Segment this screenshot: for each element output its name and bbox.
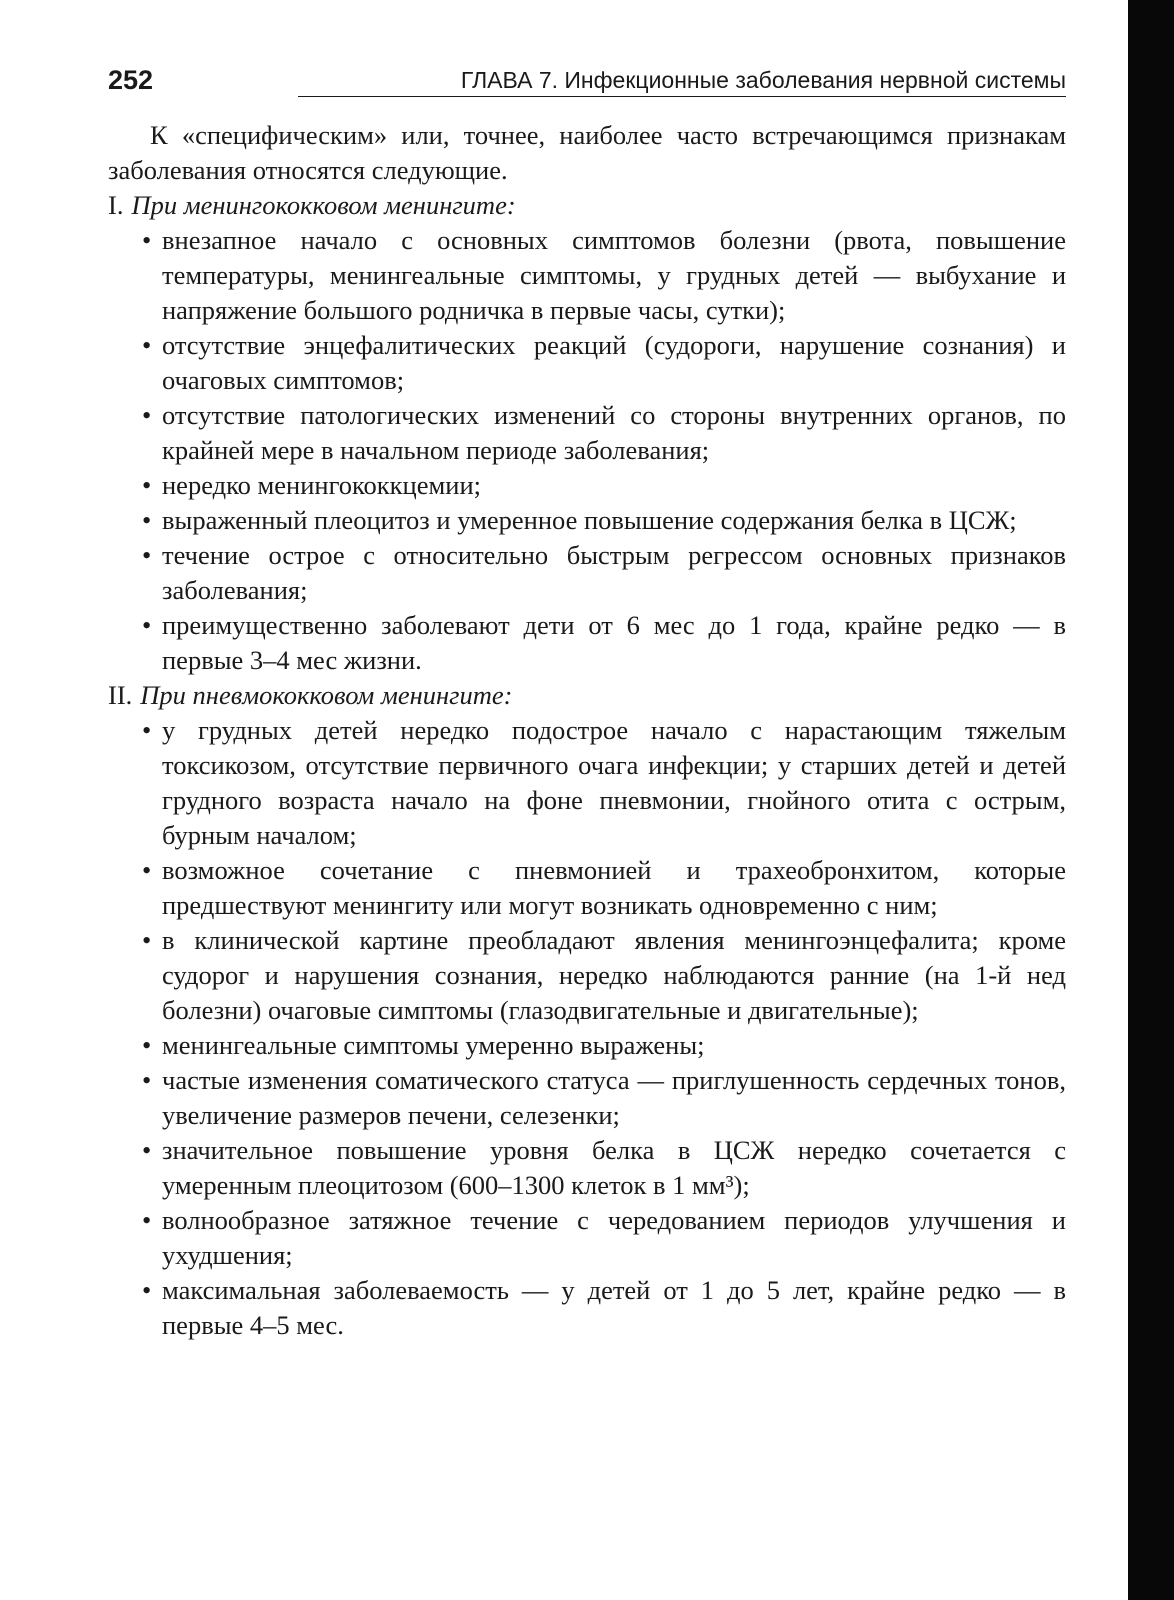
list-item: • частые изменения соматического статуса — приглушенность сердечных тонов, увеличение размеров печени, селезенки; bbox=[162, 1063, 1066, 1133]
section-heading-pneumococcal bbox=[108, 678, 1066, 713]
section-title: При пневмококковом менингите: bbox=[140, 680, 513, 710]
list-item: • волнообразное затяжное течение с чередованием периодов улучшения и ухудшения; bbox=[162, 1203, 1066, 1273]
list-item: • преимущественно заболевают дети от 6 мес до 1 года, крайне редко — в первые 3–4 мес жизни. bbox=[162, 608, 1066, 678]
list-item: • значительное повышение уровня белка в ЦСЖ нередко сочетается с умеренным плеоцитозом (600–1300 клеток в 1 мм³); bbox=[162, 1133, 1066, 1203]
page-header bbox=[108, 64, 1066, 100]
list-item: • максимальная заболеваемость — у детей от 1 до 5 лет, крайне редко — в первые 4–5 мес. bbox=[162, 1273, 1066, 1343]
bullet-list-meningococcal bbox=[108, 223, 1066, 678]
intro-paragraph: К «специфическим» или, точнее, наиболее часто встречающимся признакам заболевания относятся следующие. bbox=[108, 120, 1066, 185]
running-head: ГЛАВА 7. Инфекционные заболевания нервной системы bbox=[460, 67, 1066, 93]
page-body bbox=[108, 118, 1066, 1343]
list-item: • менингеальные симптомы умеренно выражены; bbox=[162, 1028, 1066, 1063]
section-heading-meningococcal bbox=[108, 188, 1066, 223]
bullet-list-pneumococcal bbox=[108, 713, 1066, 1343]
list-item: • выраженный плеоцитоз и умеренное повышение содержания белка в ЦСЖ; bbox=[162, 503, 1066, 538]
page-number: 252 bbox=[108, 65, 154, 95]
list-item: • отсутствие патологических изменений со стороны внутренних органов, по крайней мере в начальном периоде заболевания; bbox=[162, 398, 1066, 468]
section-number: I. bbox=[108, 190, 124, 220]
list-item: • возможное сочетание с пневмонией и трахеобронхитом, которые предшествуют менингиту или могут возникать одновременно с ним; bbox=[162, 853, 1066, 923]
list-item: • течение острое с относительно быстрым регрессом основных признаков заболевания; bbox=[162, 538, 1066, 608]
list-item: • нередко менингококкцемии; bbox=[162, 468, 1066, 503]
list-item: • у грудных детей нередко подострое начало с нарастающим тяжелым токсикозом, отсутствие первичного очага инфекции; у старших детей и детей грудного возраста начало на фоне пневмонии, гнойного отита с острым, бурным началом; bbox=[162, 713, 1066, 853]
section-number: II. bbox=[108, 680, 133, 710]
list-item: • в клинической картине преобладают явления менингоэнцефалита; кроме судорог и нарушения сознания, нередко наблюдаются ранние (на 1-й нед болезни) очаговые симптомы (глазодвигательные и двигательные); bbox=[162, 923, 1066, 1028]
header-rule bbox=[298, 96, 1066, 97]
list-item: • отсутствие энцефалитических реакций (судороги, нарушение сознания) и очаговых симптомов; bbox=[162, 328, 1066, 398]
scan-edge-shadow bbox=[1128, 0, 1174, 1600]
section-title: При менингококковом менингите: bbox=[131, 190, 516, 220]
list-item: • внезапное начало с основных симптомов болезни (рвота, повышение температуры, менингеальные симптомы, у грудных детей — выбухание и напряжение большого родничка в первые часы, сутки); bbox=[162, 223, 1066, 328]
